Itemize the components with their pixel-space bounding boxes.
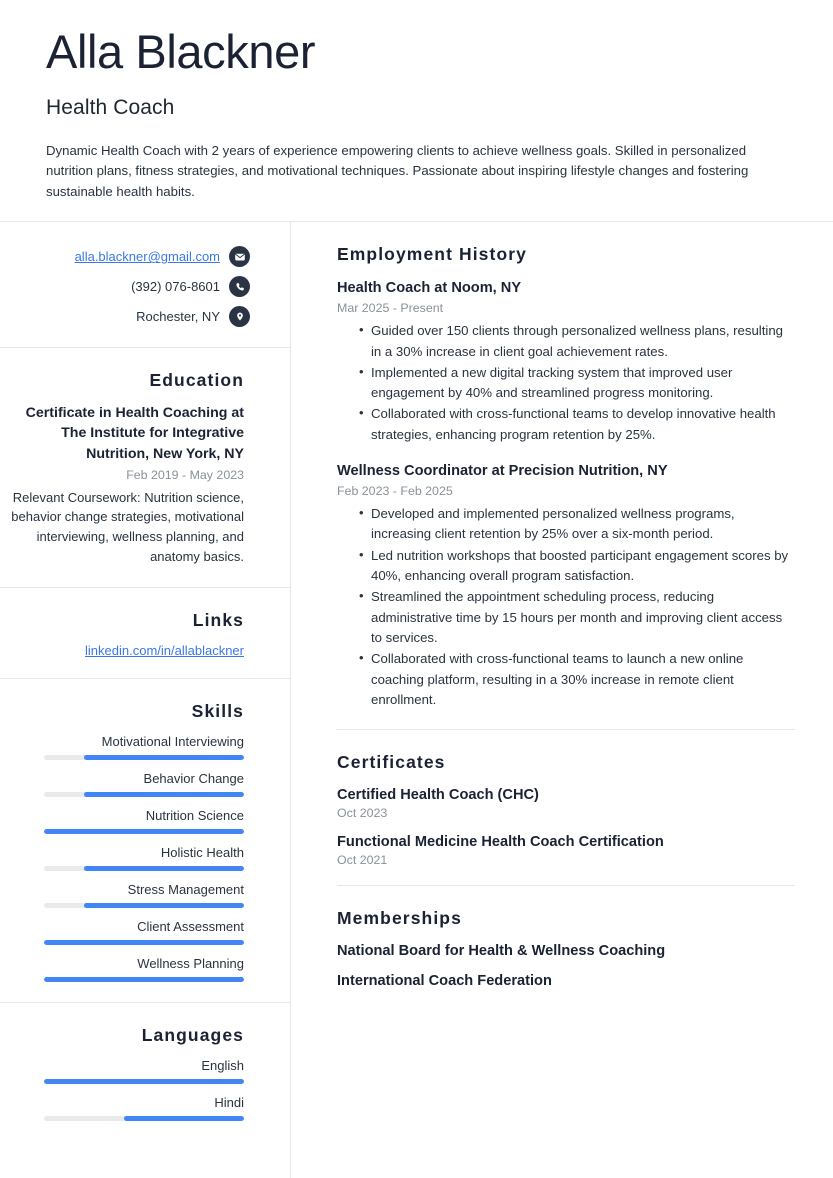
memberships-heading: Memberships [337, 908, 462, 929]
skill-label: Client Assessment [137, 918, 244, 934]
skill-item [10, 882, 244, 908]
links-heading: Links [192, 609, 244, 630]
employment-bullet: • Implemented a new digital tracking system that improved user engagement by 40% and streamlined progress monitoring. [359, 363, 795, 404]
languages-heading: Languages [141, 1024, 244, 1045]
employment-entry-date: Feb 2023 - Feb 2025 [337, 484, 453, 499]
language-item [10, 1058, 244, 1084]
email-text[interactable]: alla.blackner@gmail.com [74, 249, 220, 265]
skill-level-bar [44, 903, 244, 908]
education-entry-date: Feb 2019 - May 2023 [126, 467, 244, 482]
skill-level-fill [44, 977, 244, 982]
employment-list [337, 279, 795, 710]
language-label: English [201, 1057, 244, 1073]
employment-bullet: • Collaborated with cross-functional teams to launch a new online coaching platform, resulting in a 30% increase in remote client enrollment. [359, 649, 795, 710]
contact-row-phone [10, 276, 250, 297]
skill-label: Behavior Change [143, 770, 244, 786]
skills-section [0, 679, 290, 1003]
link-item-linkedin[interactable]: linkedin.com/in/allablackner [85, 642, 244, 658]
employment-heading: Employment History [337, 244, 527, 265]
education-entry-description: Relevant Coursework: Nutrition science, behavior change strategies, motivational interviewing, wellness planning, and anatomy basics. [11, 489, 244, 564]
skill-item [10, 771, 244, 797]
education-entry-title: Certificate in Health Coaching at The Institute for Integrative Nutrition, New York, NY [25, 405, 244, 462]
skill-item [10, 808, 244, 834]
certificate-date: Oct 2023 [337, 806, 388, 821]
main-column [291, 222, 833, 1178]
employment-bullet: • Collaborated with cross-functional teams to develop innovative health strategies, enhancing program retention by 25%. [359, 404, 795, 445]
certificate-entry [337, 834, 795, 867]
skill-label: Motivational Interviewing [101, 733, 244, 749]
employment-bullet: • Developed and implemented personalized wellness programs, increasing client retention by 25% over a six-month period. [359, 504, 795, 545]
professional-summary: Dynamic Health Coach with 2 years of experience empowering clients to achieve wellness goals. Skilled in personalized nutrition plans, fitness strategies, and motivational techniques. Passionate about inspiring lifestyle changes and fostering sustainable health habits. [46, 142, 749, 200]
employment-bullet: • Guided over 150 clients through personalized wellness plans, resulting in a 30% increase in client goal achievement rates. [359, 321, 795, 362]
employment-bullet-list [337, 504, 795, 710]
skill-item [10, 734, 244, 760]
skill-level-fill [84, 755, 244, 760]
education-section [0, 348, 290, 587]
skill-level-fill [44, 940, 244, 945]
employment-bullet: • Led nutrition workshops that boosted participant engagement scores by 40%, enhancing overall program satisfaction. [359, 546, 795, 587]
skills-list [10, 734, 244, 982]
skill-level-bar [44, 940, 244, 945]
languages-section [0, 1003, 290, 1141]
skill-level-bar [44, 755, 244, 760]
education-heading: Education [149, 370, 244, 391]
language-item [10, 1095, 244, 1121]
skill-level-bar [44, 977, 244, 982]
employment-entry-title: Health Coach at Noom, NY [337, 280, 522, 297]
language-level-bar [44, 1079, 244, 1084]
language-level-fill [44, 1079, 244, 1084]
employment-bullet-list [337, 321, 795, 445]
language-level-fill [124, 1116, 244, 1121]
language-label: Hindi [214, 1094, 244, 1110]
page-title: Alla Blackner [46, 25, 316, 78]
employment-bullet: • Streamlined the appointment scheduling process, reducing administrative time by 15 hours per month and improving client access to services. [359, 587, 795, 648]
certificate-title: Certified Health Coach (CHC) [337, 787, 539, 804]
skill-level-bar [44, 829, 244, 834]
skill-level-bar [44, 866, 244, 871]
skill-label: Wellness Planning [137, 955, 244, 971]
phone-icon [229, 276, 250, 297]
skill-level-fill [44, 829, 244, 834]
contact-row-location [10, 306, 250, 327]
job-title: Health Coach [46, 95, 175, 119]
skill-level-fill [84, 903, 244, 908]
skill-item [10, 919, 244, 945]
links-section [0, 588, 290, 679]
employment-section [337, 222, 795, 730]
membership-entry: International Coach Federation [337, 973, 552, 990]
skill-label: Holistic Health [160, 844, 244, 860]
certificate-entry [337, 787, 795, 820]
certificates-list [337, 787, 795, 867]
memberships-section [337, 886, 795, 1007]
certificate-date: Oct 2021 [337, 853, 388, 868]
location-text: Rochester, NY [136, 309, 220, 325]
skill-level-bar [44, 792, 244, 797]
skill-item [10, 956, 244, 982]
certificate-title: Functional Medicine Health Coach Certification [337, 834, 664, 851]
employment-entry-date: Mar 2025 - Present [337, 301, 444, 316]
skill-item [10, 845, 244, 871]
skill-level-fill [84, 866, 244, 871]
skill-label: Stress Management [127, 881, 244, 897]
employment-entry-title: Wellness Coordinator at Precision Nutrition, NY [337, 463, 668, 480]
resume-body [0, 222, 833, 1178]
employment-entry [337, 279, 795, 445]
education-entry [10, 403, 244, 566]
resume-header [0, 0, 833, 221]
skill-label: Nutrition Science [145, 807, 244, 823]
contact-section [0, 222, 290, 348]
contact-row-email[interactable] [10, 246, 250, 267]
phone-text: (392) 076-8601 [131, 279, 220, 295]
languages-list [10, 1058, 244, 1121]
memberships-list [337, 943, 795, 989]
location-pin-icon [229, 306, 250, 327]
envelope-icon [229, 246, 250, 267]
sidebar-column [0, 222, 291, 1178]
employment-entry [337, 462, 795, 710]
language-level-bar [44, 1116, 244, 1121]
membership-entry: National Board for Health & Wellness Coaching [337, 943, 666, 960]
certificates-section [337, 730, 795, 886]
certificates-heading: Certificates [337, 752, 446, 773]
skill-level-fill [84, 792, 244, 797]
skills-heading: Skills [191, 700, 244, 721]
